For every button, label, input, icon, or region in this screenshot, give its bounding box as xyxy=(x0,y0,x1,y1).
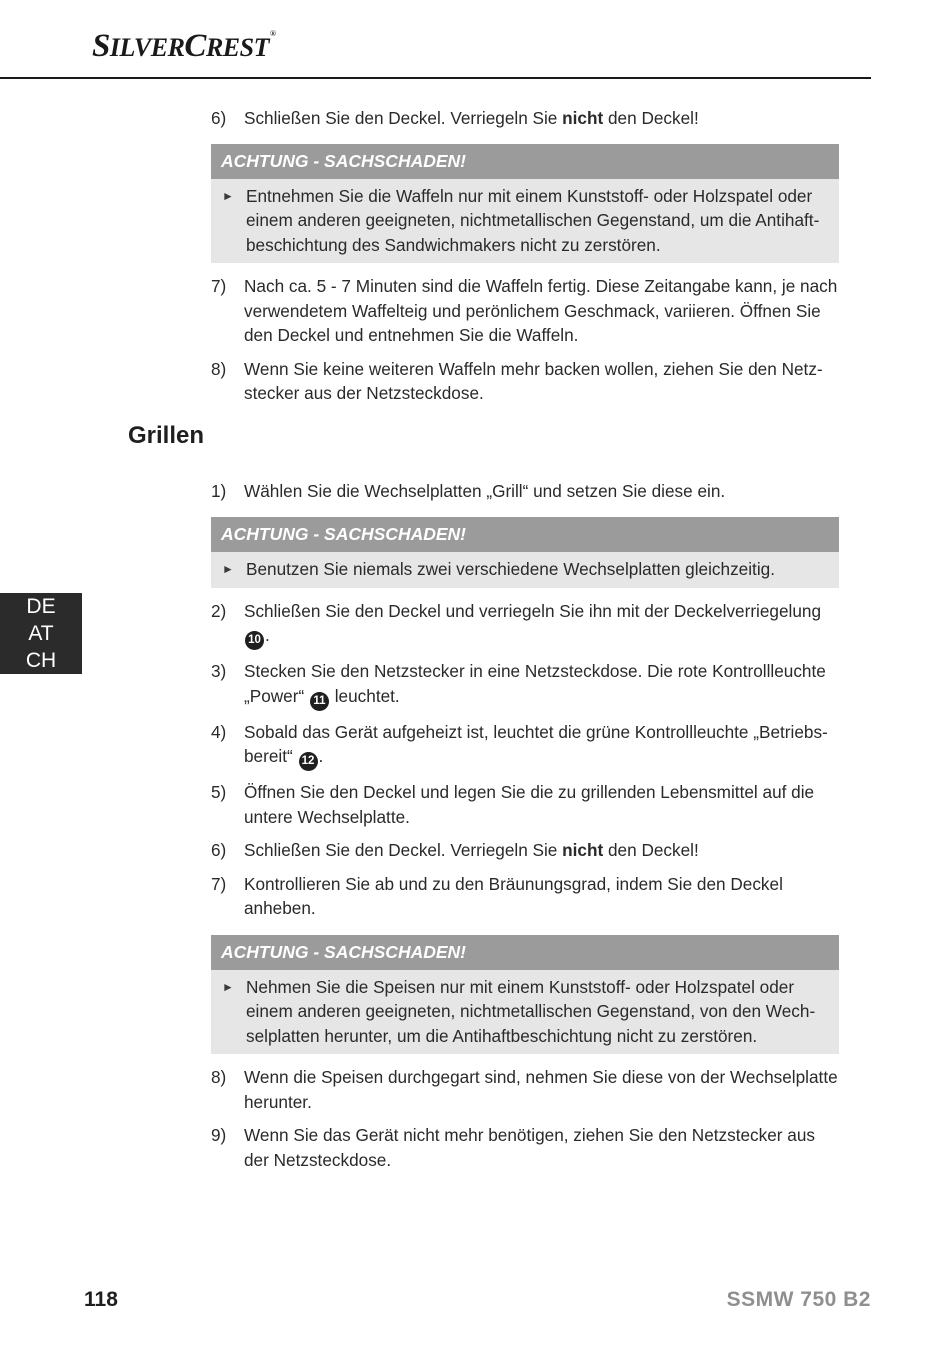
language-code: DE xyxy=(26,595,56,618)
language-tab xyxy=(0,593,82,674)
step-item: 9) Wenn Sie das Gerät nicht mehr benötigen, ziehen Sie den Netzstecker aus der Netzsteckdose. xyxy=(211,1125,816,1170)
step-item: 4) Sobald das Gerät aufgeheizt ist, leuchtet die grüne Kontrollleuchte „Betriebsbereit“ 12 . xyxy=(211,720,839,772)
warning-body: ► Benutzen Sie niemals zwei verschiedene Wechselplatten gleichzeitig. xyxy=(211,552,839,588)
reference-number-badge: 10 xyxy=(245,631,264,650)
warning-body: ► Nehmen Sie die Speisen nur mit einem Kunststoff- oder Holzspatel oder einem anderen geeigneten, nichtmetallischen Gegenstand, von den Wechselplatten herunter, um die Antihaftbeschichtung nicht zu zerstören. xyxy=(211,970,839,1055)
warning-title: ACHTUNG - SACHSCHADEN! xyxy=(211,144,839,179)
triangle-right-icon: ► xyxy=(222,188,234,203)
step-item: 6) Schließen Sie den Deckel. Verriegeln Sie nicht den Deckel! xyxy=(211,840,699,860)
warning-box xyxy=(211,144,839,264)
language-code: CH xyxy=(25,649,57,672)
header-rule xyxy=(0,77,871,79)
warning-title: ACHTUNG - SACHSCHADEN! xyxy=(211,935,839,970)
reference-number-badge: 11 xyxy=(310,692,329,711)
emphasis-text: nicht xyxy=(562,108,604,128)
triangle-right-icon: ► xyxy=(222,562,234,576)
step-item: 7) Kontrollieren Sie ab und zu den Bräunungsgrad, indem Sie den Deckel anheben. xyxy=(211,873,783,918)
step-item: 2) Schließen Sie den Deckel und verriegeln Sie ihn mit der Deckelverriegelung 10 . xyxy=(211,599,839,651)
step-number: 6) xyxy=(211,108,227,128)
step-item: 8) Wenn Sie keine weiteren Waffeln mehr backen wollen, ziehen Sie den Netzstecker aus der Netzsteckdose. xyxy=(211,358,823,403)
main-content xyxy=(211,106,839,1181)
step-item: 5) Öffnen Sie den Deckel und legen Sie die zu grillenden Lebensmittel auf die untere Wechselplatte. xyxy=(211,782,815,827)
reference-number-badge: 12 xyxy=(299,752,318,771)
step-item: 8) Wenn die Speisen durchgegart sind, nehmen Sie diese von der Wechselplatte herunter. xyxy=(211,1067,838,1112)
warning-title: ACHTUNG - SACHSCHADEN! xyxy=(211,517,839,552)
warning-box xyxy=(211,517,839,588)
page-number: 118 xyxy=(84,1288,118,1311)
step-item: 7) Nach ca. 5 - 7 Minuten sind die Waffeln fertig. Diese Zeitangabe kann, je nach verwendetem Waffelteig und perönlichem Geschmack, variieren. Öffnen Sie den Deckel und entnehmen Sie die Waffeln. xyxy=(211,276,838,345)
brand-logo: SILVERCREST® xyxy=(92,28,276,64)
language-code: AT xyxy=(28,622,54,645)
warning-box xyxy=(211,935,839,1055)
warning-body: ► Entnehmen Sie die Waffeln nur mit einem Kunststoff- oder Holzspatel oder einem anderen geeigneten, nichtmetallischen Gegenstand, um die Antihaftbeschichtung des Sandwichmakers nicht zu zerstören. xyxy=(211,179,839,264)
step-item: 1) Wählen Sie die Wechselplatten „Grill“ und setzen Sie diese ein. xyxy=(211,480,726,501)
section-title: Grillen xyxy=(128,422,205,449)
section-spacer xyxy=(211,415,839,479)
step-item: 6) Schließen Sie den Deckel. Verriegeln Sie nicht den Deckel! xyxy=(211,106,839,131)
model-number: SSMW 750 B2 xyxy=(726,1288,871,1311)
step-item: 3) Stecken Sie den Netzstecker in eine Netzsteckdose. Die rote Kontrollleuchte „Power“ 11 leuchtet. xyxy=(211,659,839,711)
triangle-right-icon: ► xyxy=(222,979,234,994)
emphasis-text: nicht xyxy=(562,840,604,860)
